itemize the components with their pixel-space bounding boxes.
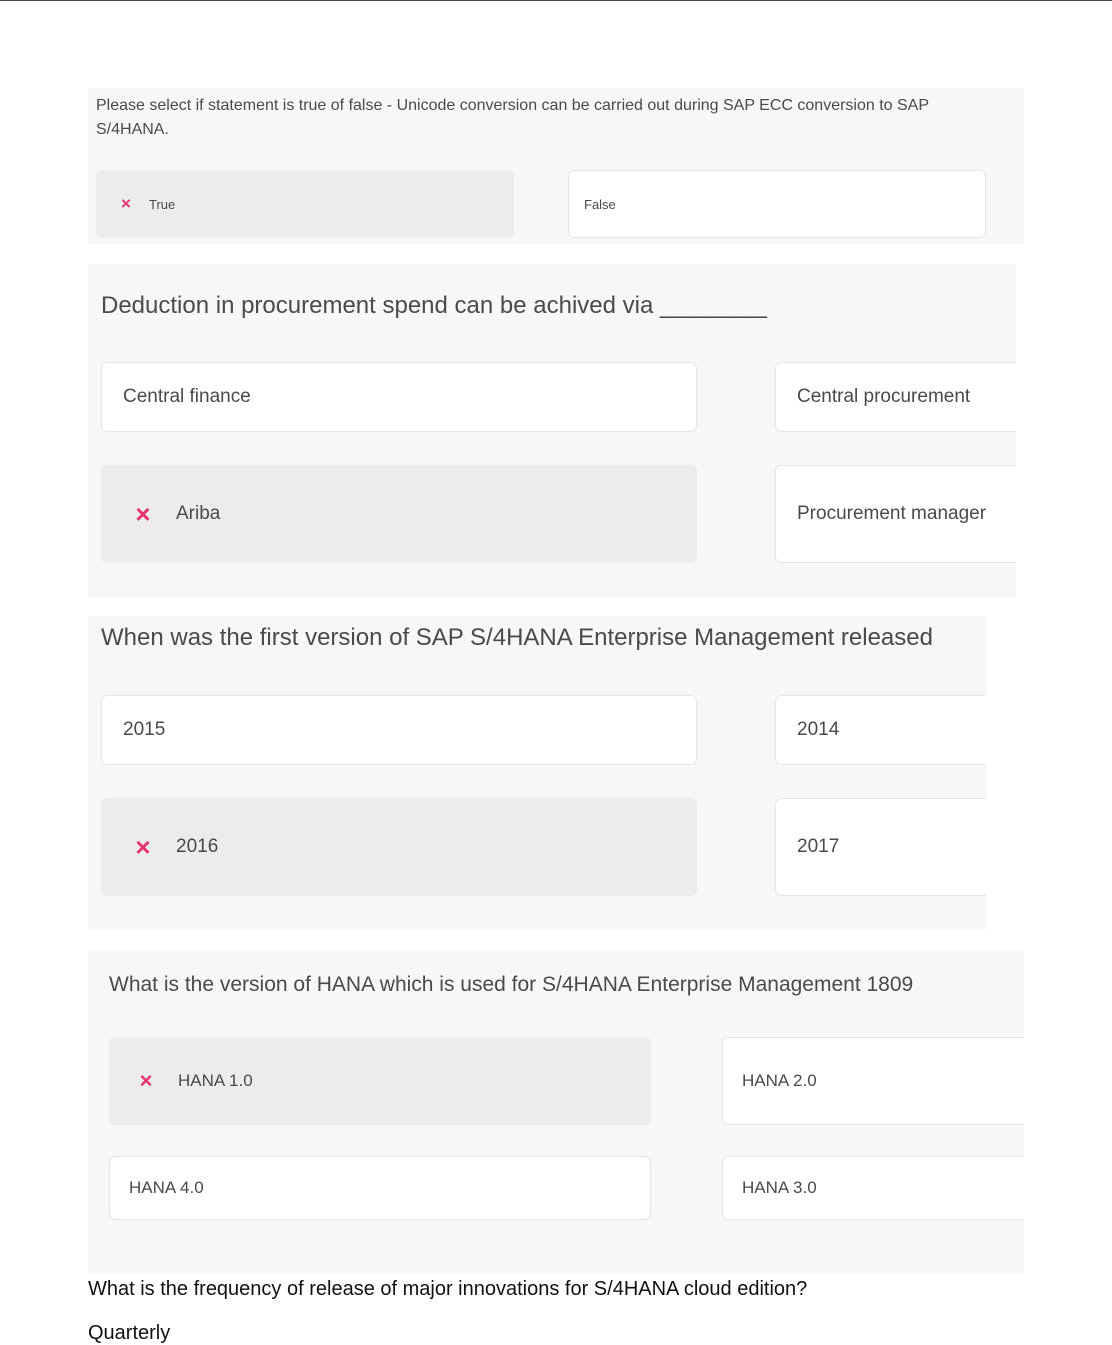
option-label: HANA 2.0	[742, 1071, 817, 1090]
question-title: When was the first version of SAP S/4HANA Enterprise Management released	[101, 624, 933, 651]
option-hana-1[interactable]	[109, 1037, 651, 1125]
top-rule	[0, 0, 1112, 1]
option-2014[interactable]	[775, 695, 986, 765]
option-label: True	[149, 196, 176, 212]
option-2016[interactable]	[101, 798, 697, 896]
question-block-4	[88, 950, 1024, 1274]
option-label: Central finance	[123, 386, 251, 407]
option-procurement-manager[interactable]	[775, 465, 1016, 563]
option-label: 2016	[176, 836, 219, 857]
plain-question: What is the frequency of release of major innovations for S/4HANA cloud edition?	[88, 1278, 808, 1300]
option-label: HANA 4.0	[129, 1178, 204, 1197]
option-label: HANA 1.0	[178, 1071, 253, 1090]
question-title: Please select if statement is true of false - Unicode conversion can be carried out during SAP ECC conversion to SAP S/4HANA.	[96, 97, 929, 138]
close-x-icon: ×	[135, 831, 151, 862]
option-central-finance[interactable]	[101, 362, 697, 432]
option-2017[interactable]	[775, 798, 986, 896]
option-label: False	[584, 196, 616, 212]
close-x-icon: ×	[135, 498, 151, 529]
option-hana-3[interactable]	[722, 1156, 1024, 1220]
plain-answer: Quarterly	[88, 1322, 171, 1344]
option-hana-4[interactable]	[109, 1156, 651, 1220]
option-label: Central procurement	[797, 386, 971, 407]
close-x-icon: ×	[139, 1068, 153, 1093]
question-block-2	[88, 264, 1016, 597]
option-label: Procurement manager	[797, 503, 987, 524]
option-label: 2014	[797, 719, 840, 740]
question-block-3	[88, 616, 986, 929]
question-block-1	[88, 88, 1024, 244]
option-label: HANA 3.0	[742, 1178, 817, 1197]
option-true[interactable]	[96, 170, 514, 238]
option-ariba[interactable]	[101, 465, 697, 563]
question-title: What is the version of HANA which is used for S/4HANA Enterprise Management 1809	[109, 973, 914, 996]
option-label: 2015	[123, 719, 166, 740]
question-title: Deduction in procurement spend can be achived via ________	[101, 292, 767, 319]
option-2015[interactable]	[101, 695, 697, 765]
option-hana-2[interactable]	[722, 1037, 1024, 1125]
option-false[interactable]	[568, 170, 986, 238]
option-label: 2017	[797, 836, 840, 857]
option-label: Ariba	[176, 503, 221, 524]
option-central-procurement[interactable]	[775, 362, 1016, 432]
close-x-icon: ×	[121, 194, 131, 213]
